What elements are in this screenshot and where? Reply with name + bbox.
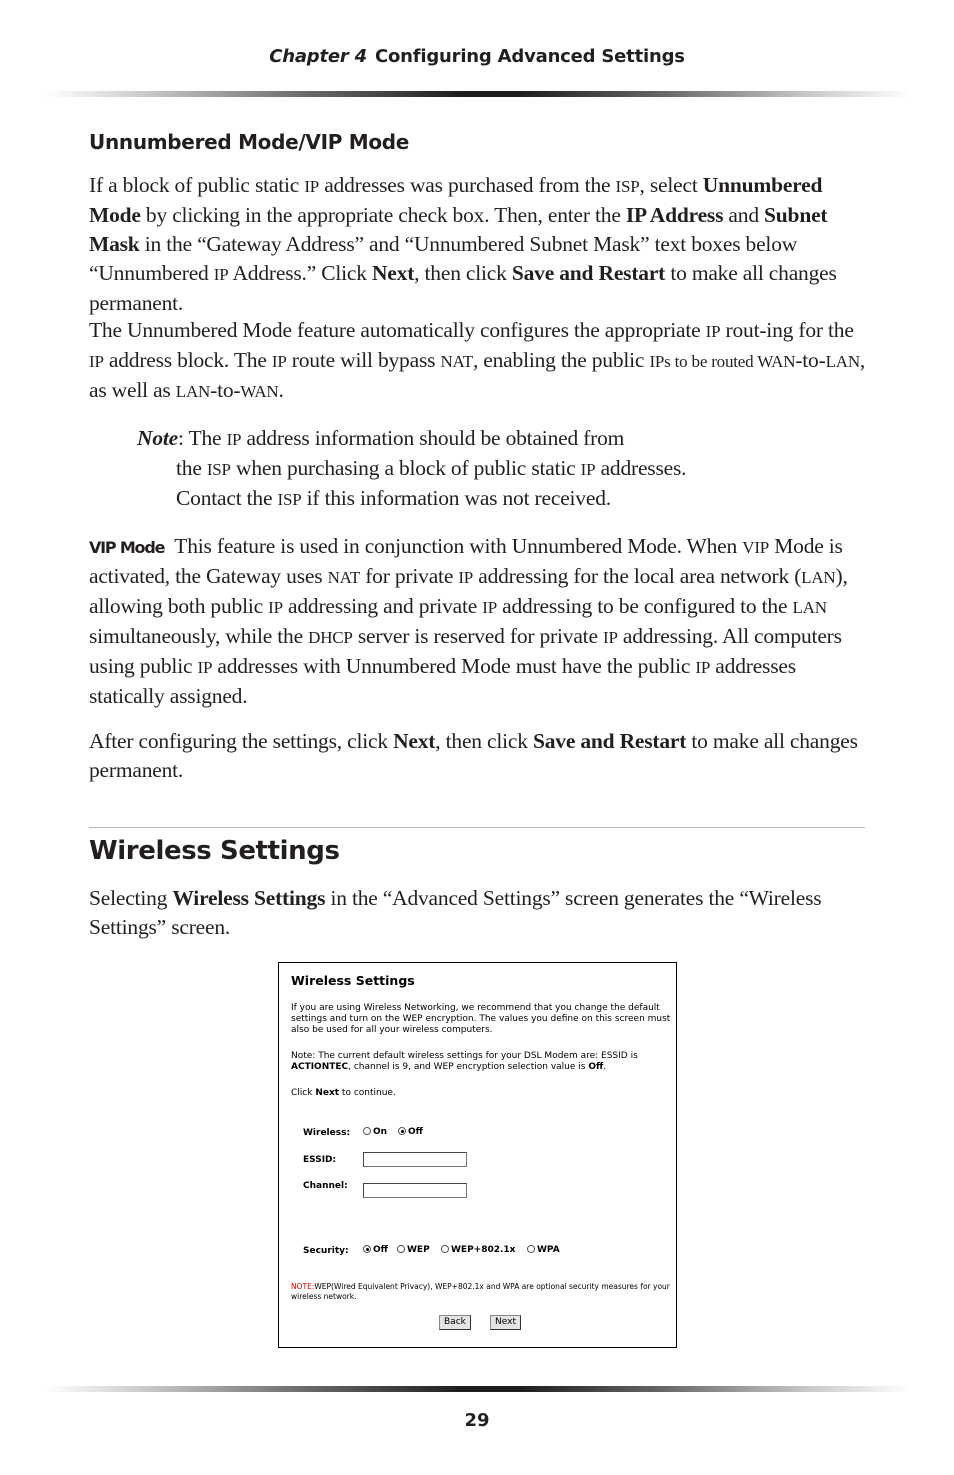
section-heading-unnumbered: Unnumbered Mode/VIP Mode: [89, 130, 410, 154]
paragraph-after-configuring: After configuring the settings, click Next, then click Save and Restart to make all changes permanent.: [89, 729, 858, 782]
wireless-settings-screenshot: [278, 962, 677, 1348]
radio-icon: [397, 1245, 405, 1253]
security-wep-radio[interactable]: WEP: [397, 1245, 430, 1255]
radio-icon: [441, 1245, 449, 1253]
radio-icon: [363, 1127, 371, 1135]
wireless-label: Wireless:: [303, 1128, 351, 1138]
paragraph-wireless-intro: Selecting Wireless Settings in the “Advanced Settings” screen generates the “Wireless Settings” screen.: [89, 886, 822, 939]
security-wpa-radio[interactable]: WPA: [527, 1245, 560, 1255]
chapter-label: Chapter 4: [269, 46, 367, 67]
screenshot-click-next: Click Next to continue.: [291, 1088, 396, 1098]
radio-icon: [527, 1245, 535, 1253]
chapter-title: Configuring Advanced Settings: [374, 46, 685, 67]
next-button[interactable]: Next: [490, 1315, 521, 1330]
note-label: Note: [137, 426, 178, 450]
running-header: [0, 46, 954, 67]
footer-rule: [45, 1386, 911, 1392]
screenshot-security-note: NOTE:WEP(Wired Equivalent Privacy), WEP+802.1x and WPA are optional security measures for your wireless network.: [291, 1282, 670, 1301]
wireless-off-radio[interactable]: Off: [398, 1127, 423, 1137]
paragraph-unnumbered-feature: The Unnumbered Mode feature automatically configures the appropriate IP rout-ing for the IP address block. The IP route will bypass NAT, enabling the public IPs to be routed WAN-to-LAN, as well as LAN-to-WAN.: [89, 318, 866, 402]
channel-label: Channel:: [303, 1181, 348, 1191]
section-heading-wireless: Wireless Settings: [89, 836, 340, 866]
screenshot-title: Wireless Settings: [291, 973, 415, 988]
wireless-on-radio[interactable]: On: [363, 1127, 387, 1137]
page-number: 29: [464, 1410, 490, 1431]
security-label: Security:: [303, 1246, 349, 1256]
essid-label: ESSID:: [303, 1155, 337, 1165]
radio-selected-icon: [363, 1245, 371, 1253]
security-wep8021x-radio[interactable]: WEP+802.1x: [441, 1245, 516, 1255]
section-divider: [89, 827, 865, 828]
channel-input[interactable]: [363, 1183, 467, 1198]
essid-input[interactable]: [363, 1152, 467, 1167]
paragraph-vip-mode: VIP Mode This feature is used in conjunction with Unnumbered Mode. When VIP Mode is activated, the Gateway uses NAT for private IP addressing for the local area network (LAN), allowing both public IP addressing and private IP addressing to be configured to the LAN simultaneously, while the DHCP server is reserved for private IP addressing. All computers using public IP addresses with Unnumbered Mode must have the public IP addresses statically assigned.: [89, 534, 848, 708]
screenshot-intro: If you are using Wireless Networking, we recommend that you change the default settings and turn on the WEP encryption. The values you define on this screen must also be used for all your wireless computers.: [291, 1003, 671, 1035]
note-block: Note: The IP address information should be obtained from the ISP when purchasing a block of public static IP addresses. Contact the ISP if this information was not received.: [137, 426, 687, 510]
vip-mode-label: VIP Mode: [89, 538, 165, 557]
screenshot-default-note: Note: The current default wireless settings for your DSL Modem are: ESSID is ACTIONTEC, channel is 9, and WEP encryption selection value is Off.: [291, 1051, 638, 1072]
paragraph-unnumbered-intro: If a block of public static IP addresses was purchased from the ISP, select Unnumbered Mode by clicking in the appropriate check box. Then, enter the IP Address and Subnet Mask in the “Gateway Address” and “Unnumbered Subnet Mask” text boxes below “Unnumbered IP Address.” Click Next, then click Save and Restart to make all changes permanent.: [89, 173, 837, 315]
radio-selected-icon: [398, 1127, 406, 1135]
back-button[interactable]: Back: [439, 1315, 471, 1330]
header-rule: [45, 91, 911, 97]
security-off-radio[interactable]: Off: [363, 1245, 388, 1255]
